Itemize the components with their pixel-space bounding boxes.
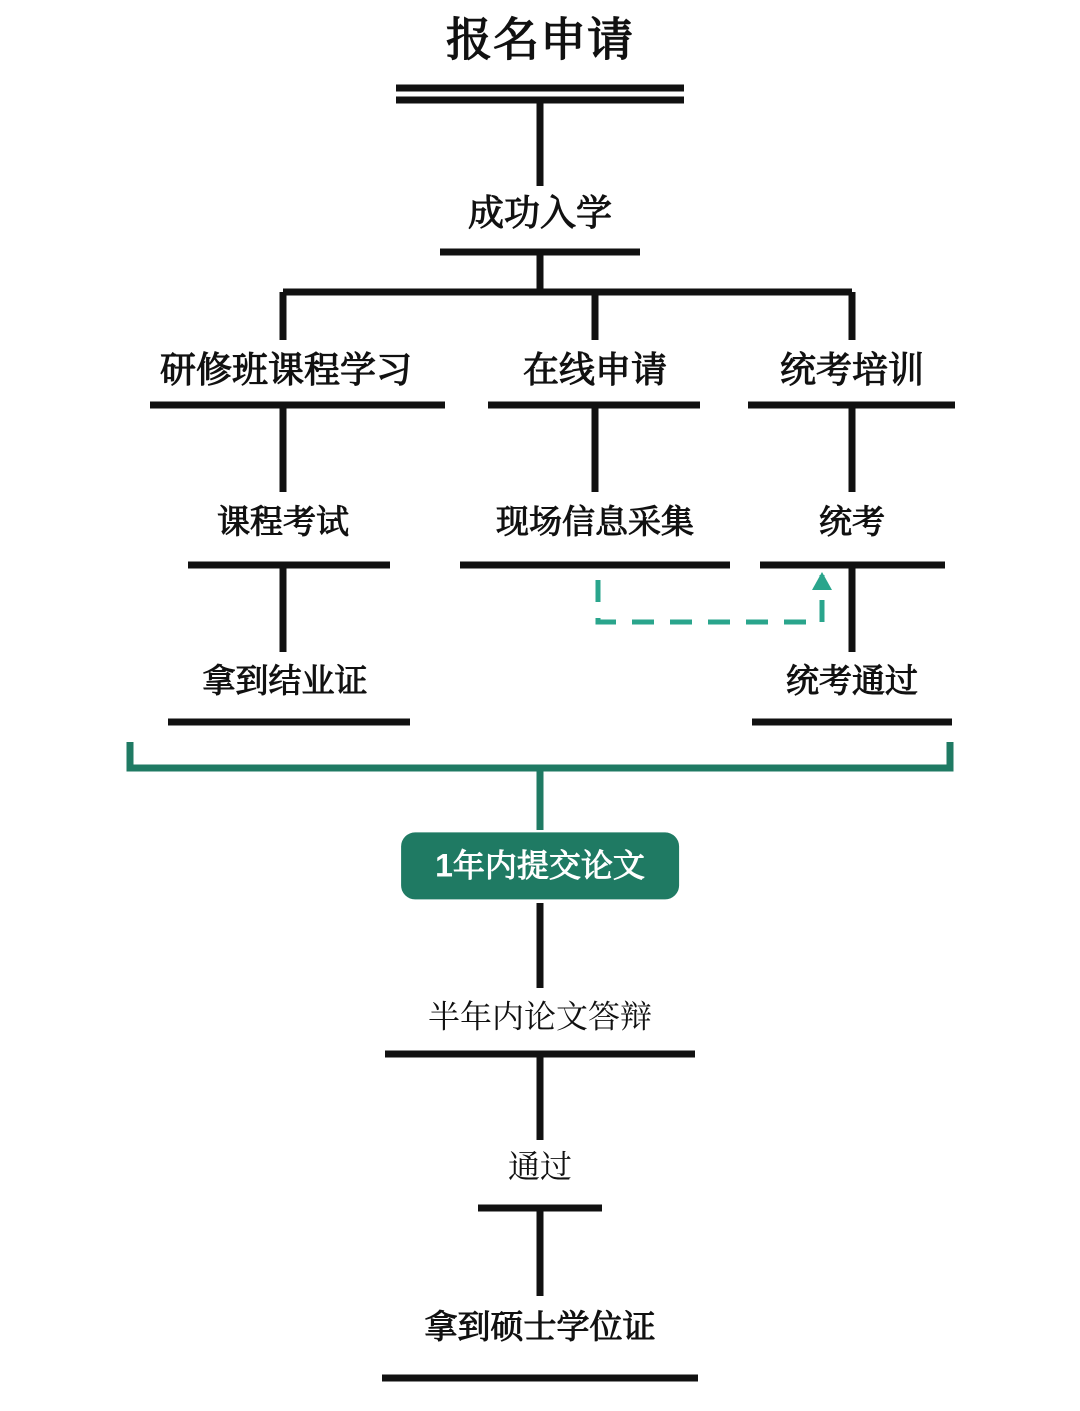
node-unified-exam-passed: 统考通过 bbox=[786, 661, 918, 699]
node-completion-certificate: 拿到结业证 bbox=[202, 661, 368, 699]
node-unified-exam: 统考 bbox=[819, 502, 885, 540]
node-thesis-defense: 半年内论文答辩 bbox=[427, 998, 653, 1035]
node-master-degree: 拿到硕士学位证 bbox=[424, 1307, 656, 1345]
node-online-application: 在线申请 bbox=[522, 349, 668, 391]
node-enrolled: 成功入学 bbox=[467, 192, 613, 234]
node-apply: 报名申请 bbox=[446, 13, 634, 66]
node-exam-training: 统考培训 bbox=[779, 349, 925, 391]
node-submit-thesis: 1年内提交论文 bbox=[401, 832, 679, 899]
node-course-study: 研修班课程学习 bbox=[159, 349, 413, 391]
node-onsite-info-collection: 现场信息采集 bbox=[496, 502, 694, 540]
node-pass: 通过 bbox=[507, 1148, 573, 1185]
node-course-exam: 课程考试 bbox=[217, 502, 349, 540]
